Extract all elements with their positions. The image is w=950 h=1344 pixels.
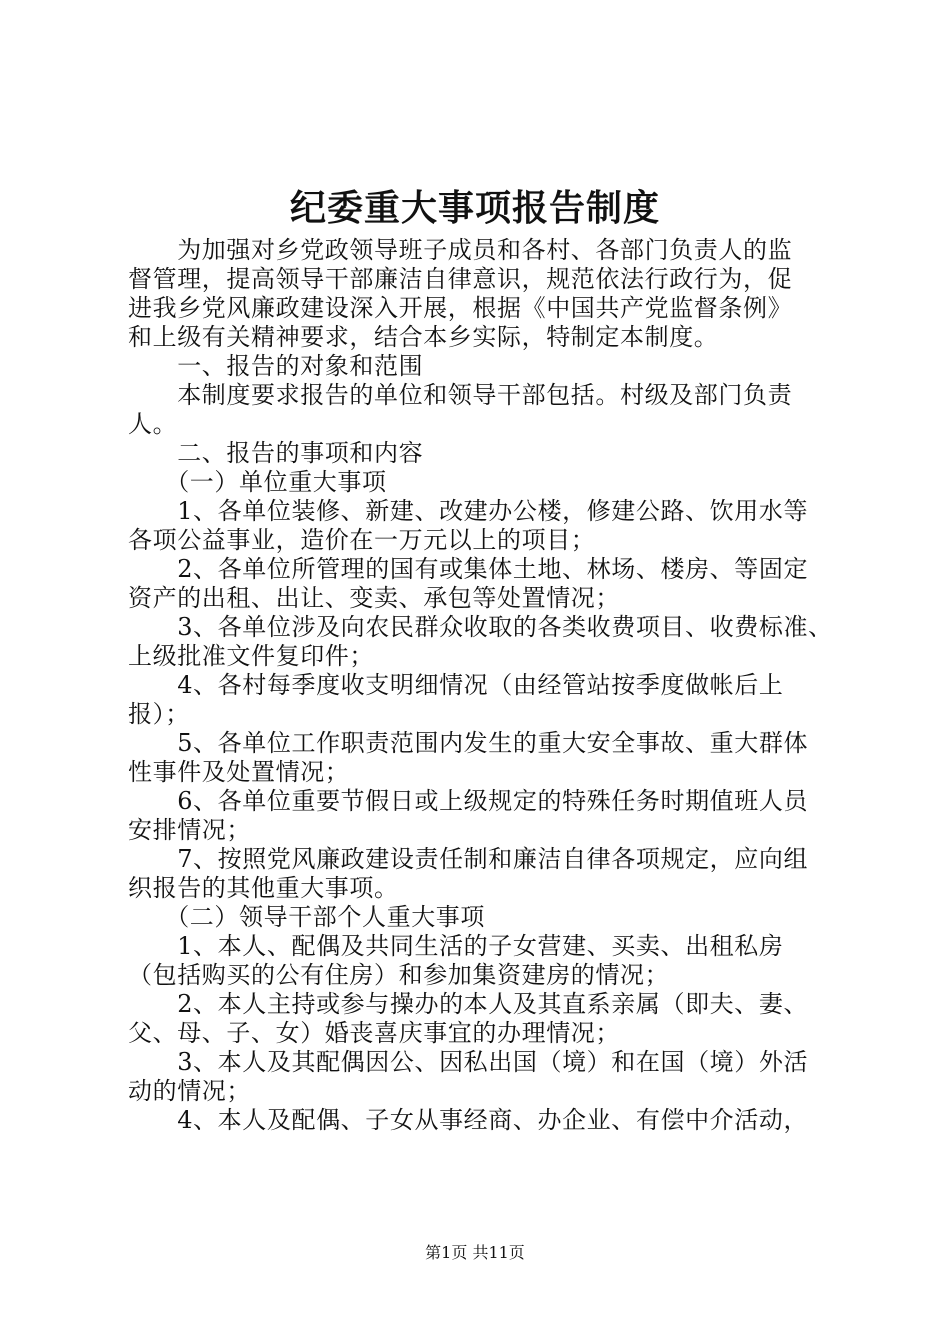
document-body (128, 236, 833, 1135)
body-line: 督管理，提高领导干部廉洁自律意识，规范依法行政行为，促 (128, 265, 793, 293)
body-line: 为加强对乡党政领导班子成员和各村、各部门负责人的监 (128, 236, 793, 264)
page-number-footer: 第1页 共11页 (425, 1243, 525, 1262)
body-line: 资产的出租、出让、变卖、承包等处置情况； (128, 584, 620, 612)
body-line: 报）； (128, 700, 190, 728)
body-line: 和上级有关精神要求，结合本乡实际，特制定本制度。 (128, 323, 719, 351)
body-line: 5、各单位工作职责范围内发生的重大安全事故、重大群体 (128, 729, 809, 757)
body-line: 进我乡党风廉政建设深入开展，根据《中国共产党监督条例》 (128, 294, 793, 322)
body-line: 安排情况； (128, 816, 251, 844)
body-line: 各项公益事业，造价在一万元以上的项目； (128, 526, 596, 554)
body-line: 2、各单位所管理的国有或集体土地、林场、楼房、等固定 (128, 555, 809, 583)
body-line: 4、本人及配偶、子女从事经商、办企业、有偿中介活动， (128, 1106, 809, 1134)
body-line: （包括购买的公有住房）和参加集资建房的情况； (128, 961, 670, 989)
body-line: 1、本人、配偶及共同生活的子女营建、买卖、出租私房 (128, 932, 784, 960)
body-line: 4、各村每季度收支明细情况（由经管站按季度做帐后上 (128, 671, 784, 699)
body-line: 织报告的其他重大事项。 (128, 874, 399, 902)
section-heading: 一、报告的对象和范围 (128, 352, 424, 380)
document-title: 纪委重大事项报告制度 (289, 187, 660, 229)
body-line: 人。 (128, 410, 178, 438)
body-line: 2、本人主持或参与操办的本人及其直系亲属（即夫、妻、 (128, 990, 809, 1018)
body-line: 1、各单位装修、新建、改建办公楼，修建公路、饮用水等 (128, 497, 809, 525)
body-line: 父、母、子、女）婚丧喜庆事宜的办理情况； (128, 1019, 620, 1047)
subsection-heading: （一）单位重大事项 (128, 468, 387, 496)
body-line: 性事件及处置情况； (128, 758, 350, 786)
section-heading: 二、报告的事项和内容 (128, 439, 424, 467)
body-line: 7、按照党风廉政建设责任制和廉洁自律各项规定，应向组 (128, 845, 809, 873)
body-line: 3、各单位涉及向农民群众收取的各类收费项目、收费标准、 (128, 613, 833, 641)
body-line: 本制度要求报告的单位和领导干部包括。村级及部门负责 (128, 381, 793, 409)
body-line: 3、本人及其配偶因公、因私出国（境）和在国（境）外活 (128, 1048, 809, 1076)
subsection-heading: （二）领导干部个人重大事项 (128, 903, 485, 931)
body-line: 上级批准文件复印件； (128, 642, 374, 670)
body-line: 6、各单位重要节假日或上级规定的特殊任务时期值班人员 (128, 787, 809, 815)
body-line: 动的情况； (128, 1077, 251, 1105)
